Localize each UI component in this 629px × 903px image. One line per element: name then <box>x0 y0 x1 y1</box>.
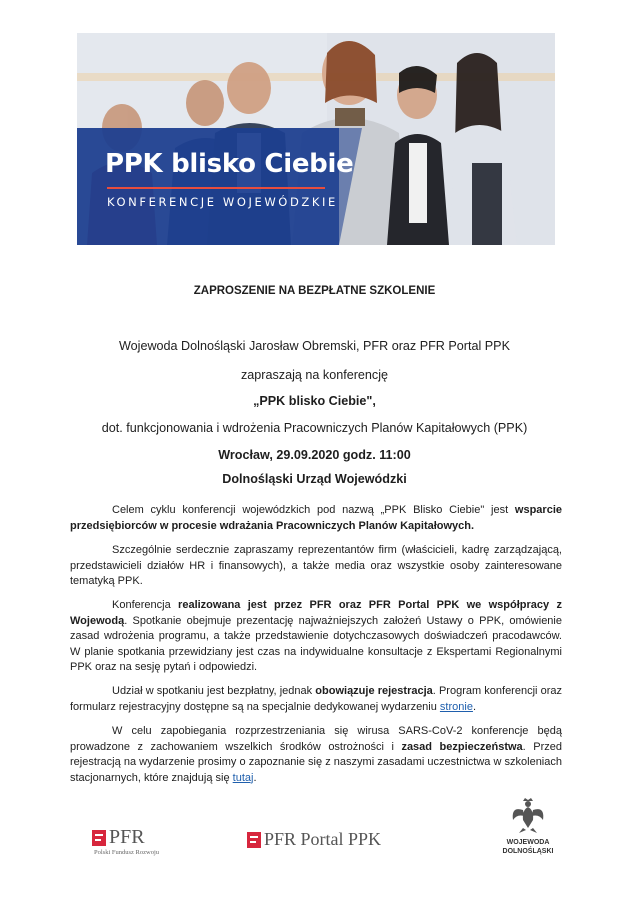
paragraph-text: Udział w spotkaniu jest bezpłatny, jednak <box>112 685 316 697</box>
banner-title: PPK blisko Ciebie <box>105 149 354 179</box>
banner-photo <box>77 33 555 245</box>
paragraph-text: Szczególnie serdecznie zapraszamy reprezentantów firm (właścicieli, kadrę zarządzającą, przedstawicieli działów HR i finansowych), a także media oraz wszystkie osoby zainteresowane tematyką PPK. <box>70 544 562 587</box>
paragraph-text: Konferencja <box>112 599 179 611</box>
paragraph-registration <box>70 684 562 715</box>
banner-subtitle: KONFERENCJE WOJEWÓDZKIE <box>107 195 338 209</box>
paragraph-text: . Spotkanie obejmuje prezentację najważniejszych założeń Ustawy o PPK, omówienie zasad wdrożenia programu, a także przedstawienie dotychczasowych doświadczeń pracodawców. W planie spotkania przewidziany jest czas na indywidualne konsultacje z Ekspertami Regionalnymi PPK oraz na sesję pytań i odpowiedzi. <box>70 614 562 673</box>
wojewoda-label-line2: DOLNOŚLĄSKI <box>502 847 554 855</box>
event-topic: dot. funkcjonowania i wdrożenia Pracowniczych Planów Kapitałowych (PPK) <box>101 421 528 435</box>
paragraph-audience <box>70 543 562 590</box>
paragraph-text: . Program konferencji oraz formularz rejestracyjny dostępne są na specjalnie dedykowanej wydarzeniu <box>70 685 563 713</box>
paragraph-text: W celu zapobiegania rozprzestrzeniania się wirusa SARS-CoV-2 konferencje będą prowadzone z zachowaniem wszelkich środków ostrożności i <box>70 725 562 753</box>
pfr-portal-logo <box>247 829 381 850</box>
invite-line: zapraszają na konferencję <box>240 368 389 382</box>
eagle-emblem-icon <box>497 798 559 834</box>
paragraph-purpose <box>70 503 562 534</box>
event-venue: Dolnośląski Urząd Wojewódzki <box>222 472 407 486</box>
organizers-line: Wojewoda Dolnośląski Jarosław Obremski, PFR oraz PFR Portal PPK <box>118 339 510 353</box>
emphasis-text: zasad bezpieczeństwa <box>401 740 523 753</box>
pfr-logo-text: PFR <box>109 826 145 848</box>
paragraph-text: Celem cyklu konferencji wojewódzkich pod nazwą „PPK Blisko Ciebie" jest <box>112 504 515 516</box>
invitation-heading: ZAPROSZENIE NA BEZPŁATNE SZKOLENIE <box>193 285 436 297</box>
emphasis-text: realizowana jest przez PFR oraz PFR Portal PPK we współpracy z Wojewodą <box>70 599 562 627</box>
wojewoda-logo <box>497 798 559 856</box>
event-name: „PPK blisko Ciebie", <box>253 394 376 408</box>
paragraph-text: . <box>472 700 477 713</box>
paragraph-safety <box>70 724 562 786</box>
safety-rules-link[interactable]: tutaj <box>232 771 254 784</box>
banner-divider <box>107 187 325 189</box>
pfr-logo <box>92 826 159 856</box>
registration-page-link[interactable]: stronie <box>439 700 473 713</box>
paragraph-text: . Przed rejestracją na wydarzenie prosimy o zapoznanie się z naszymi zasadami uczestnictwa w szkoleniach stacjonarnych, które znajdują się <box>70 740 562 784</box>
header-banner <box>77 33 555 245</box>
pfr-portal-logo-text: PFR Portal PPK <box>264 829 382 849</box>
pfr-portal-mark-icon <box>247 832 261 848</box>
emphasis-text: wsparcie przedsiębiorców w procesie wdrażania Pracowniczych Planów Kapitałowych. <box>70 504 562 532</box>
event-date: Wrocław, 29.09.2020 godz. 11:00 <box>218 448 411 462</box>
pfr-tagline: Polski Fundusz Rozwoju <box>94 849 160 856</box>
paragraph-text: . <box>253 771 257 784</box>
paragraph-agenda <box>70 598 562 676</box>
emphasis-text: obowiązuje rejestracja <box>315 685 433 697</box>
wojewoda-label-line1: WOJEWODA <box>506 839 550 846</box>
pfr-mark-icon <box>92 830 106 846</box>
